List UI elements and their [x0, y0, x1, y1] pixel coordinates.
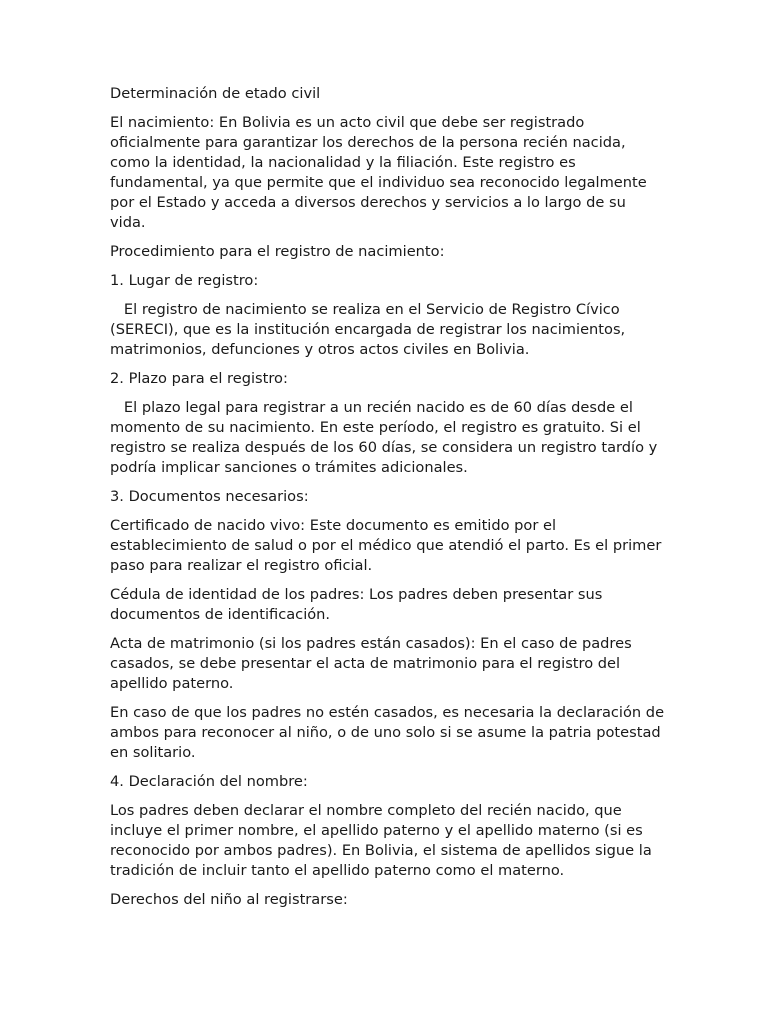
section-heading-procedure: Procedimiento para el registro de nacimiento: — [110, 243, 445, 260]
section-heading-rights: Derechos del niño al registrarse: — [110, 891, 348, 908]
paragraph-name-declaration: Los padres deben declarar el nombre completo del recién nacido, que incluye el primer nombre, el apellido paterno y el apellido materno (si es reconocido por ambos padres). En Bolivia, el sistema de apellidos sigue la tradición de incluir tanto el apellido paterno como el materno. — [110, 802, 657, 879]
paragraph-birth-intro: El nacimiento: En Bolivia es un acto civil que debe ser registrado oficialmente para garantizar los derechos de la persona recién nacida, como la identidad, la nacionalidad y la filiación. Este registro es fundamental, ya que permite que el individuo sea reconocido legalmente por el Estado y acceda a diversos derechos y servicios a lo largo de su vida. — [110, 114, 652, 231]
step-heading-deadline: 2. Plazo para el registro: — [110, 370, 288, 387]
paragraph-deadline: El plazo legal para registrar a un recién nacido es de 60 días desde el momento de su nacimiento. En este período, el registro es gratuito. Si el registro se realiza después de los 60 días, se considera un registro tardío y podría implicar sanciones o trámites adicionales. — [110, 399, 662, 476]
paragraph-place: El registro de nacimiento se realiza en el Servicio de Registro Cívico (SERECI), que es la institución encargada de registrar los nacimientos, matrimonios, defunciones y otros actos civiles en Bolivia. — [110, 301, 630, 358]
paragraph-marriage-certificate: Acta de matrimonio (si los padres están casados): En el caso de padres casados, se debe presentar el acta de matrimonio para el registro del apellido paterno. — [110, 635, 637, 692]
paragraph-unmarried-parents: En caso de que los padres no estén casados, es necesaria la declaración de ambos para reconocer al niño, o de uno solo si se asume la patria potestad en solitario. — [110, 704, 669, 761]
step-heading-name: 4. Declaración del nombre: — [110, 773, 308, 790]
document-body — [110, 84, 669, 919]
paragraph-birth-certificate: Certificado de nacido vivo: Este documento es emitido por el establecimiento de salud o por el médico que atendió el parto. Es el primer paso para realizar el registro oficial. — [110, 517, 666, 574]
step-heading-place: 1. Lugar de registro: — [110, 272, 259, 289]
paragraph-parents-id: Cédula de identidad de los padres: Los padres deben presentar sus documentos de identificación. — [110, 586, 607, 623]
document-title: Determinación de etado civil — [110, 85, 321, 102]
step-heading-documents: 3. Documentos necesarios: — [110, 488, 309, 505]
